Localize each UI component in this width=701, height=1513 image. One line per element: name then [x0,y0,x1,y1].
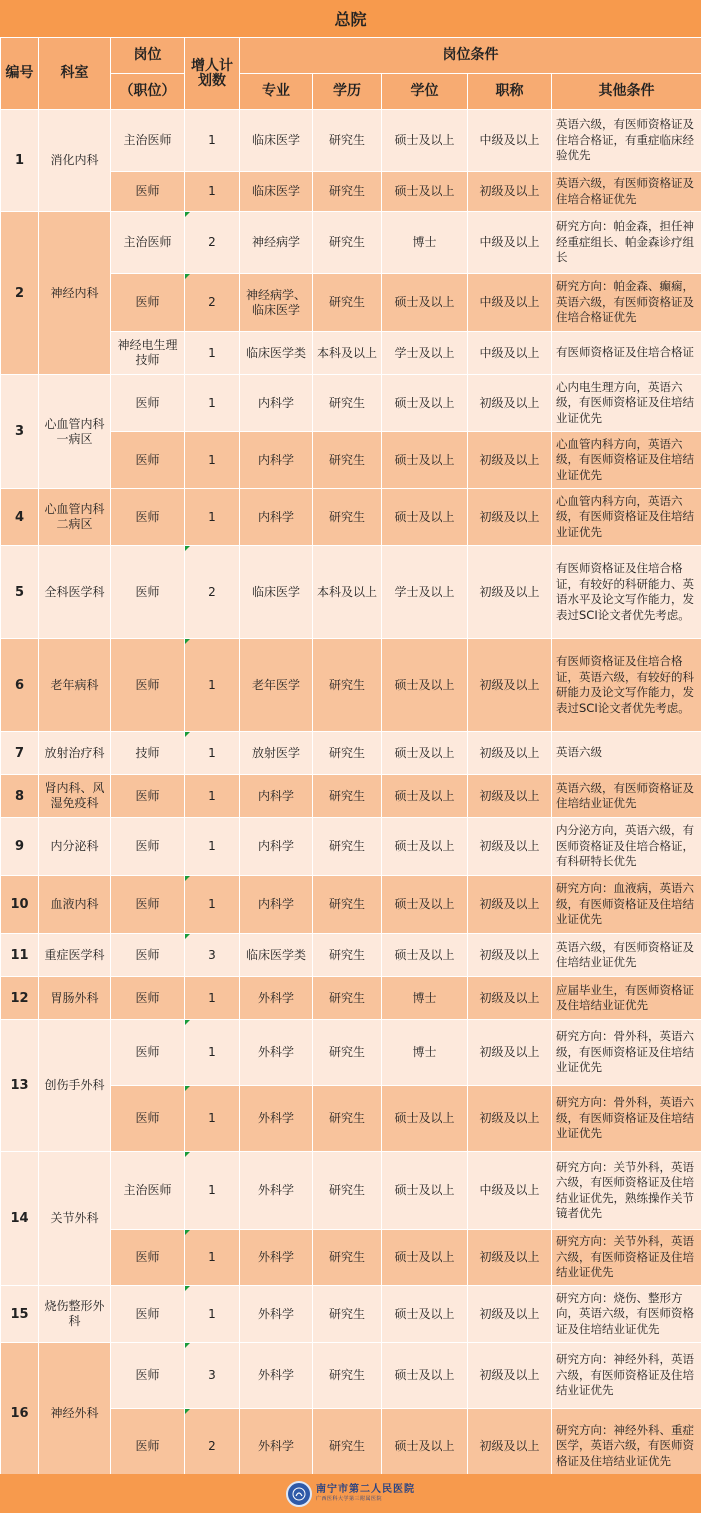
cell-post: 技师 [111,732,185,775]
cell-plan: 1 [185,1286,240,1343]
cell-post: 医师 [111,489,185,546]
cell-edu: 研究生 [313,375,382,432]
cell-post: 医师 [111,375,185,432]
cell-plan: 3 [185,934,240,977]
cell-other: 有医师资格证及住培合格证 [552,332,701,375]
table-row [1,546,701,639]
cell-rank: 初级及以上 [468,1409,552,1484]
cell-plan: 1 [185,1086,240,1152]
logo-sub-text: 广西医科大学第三附属医院 [316,1496,383,1502]
cell-edu: 研究生 [313,172,382,212]
cell-major: 内科学 [240,876,313,934]
cell-post: 医师 [111,1086,185,1152]
cell-rank: 中级及以上 [468,110,552,172]
table-row [1,375,701,432]
cell-post: 主治医师 [111,1152,185,1230]
cell-edu: 研究生 [313,432,382,489]
cell-degree: 硕士及以上 [382,489,468,546]
cell-major: 外科学 [240,977,313,1020]
cell-edu: 研究生 [313,110,382,172]
header-rank: 职称 [468,74,552,110]
header-plan: 增人计划数 [185,38,240,110]
header-edu: 学历 [313,74,382,110]
cell-other: 研究方向：帕金森，担任神经重症组长、帕金森诊疗组长 [552,212,701,274]
cell-plan: 1 [185,977,240,1020]
cell-dept: 肾内科、风湿免疫科 [39,775,111,818]
cell-major: 外科学 [240,1343,313,1409]
cell-edu: 研究生 [313,934,382,977]
cell-major: 外科学 [240,1152,313,1230]
cell-edu: 研究生 [313,1409,382,1484]
cell-plan: 1 [185,110,240,172]
cell-edu: 本科及以上 [313,546,382,639]
cell-edu: 研究生 [313,212,382,274]
cell-no: 2 [1,212,39,375]
cell-other: 有医师资格证及住培合格证，英语六级，有较好的科研能力及论文写作能力，发表过SCI论文者优先考虑。 [552,639,701,732]
cell-major: 临床医学类 [240,332,313,375]
cell-plan: 1 [185,375,240,432]
table-row [1,1152,701,1230]
hospital-emblem-icon [286,1481,312,1507]
cell-no: 4 [1,489,39,546]
cell-post: 医师 [111,977,185,1020]
cell-no: 13 [1,1020,39,1152]
cell-post: 医师 [111,1409,185,1484]
cell-rank: 初级及以上 [468,1086,552,1152]
table-row [1,876,701,934]
cell-edu: 研究生 [313,274,382,332]
cell-post: 医师 [111,432,185,489]
cell-no: 10 [1,876,39,934]
cell-post: 主治医师 [111,212,185,274]
table-row [1,110,701,172]
cell-other: 心血管内科方向，英语六级，有医师资格证及住培结业证优先 [552,489,701,546]
cell-other: 心内电生理方向，英语六级，有医师资格证及住培结业证优先 [552,375,701,432]
cell-degree: 硕士及以上 [382,639,468,732]
cell-dept: 重症医学科 [39,934,111,977]
cell-degree: 硕士及以上 [382,934,468,977]
cell-degree: 博士 [382,1020,468,1086]
cell-post: 医师 [111,876,185,934]
header-conditions: 岗位条件 [240,38,701,74]
cell-edu: 研究生 [313,1086,382,1152]
cell-degree: 博士 [382,212,468,274]
cell-rank: 初级及以上 [468,546,552,639]
table-row [1,977,701,1020]
cell-plan: 1 [185,432,240,489]
cell-other: 应届毕业生，有医师资格证及住培结业证优先 [552,977,701,1020]
table-row [1,732,701,775]
cell-other: 研究方向：神经外科、重症医学，英语六级，有医师资格证及住培结业证优先 [552,1409,701,1484]
cell-dept: 创伤手外科 [39,1020,111,1152]
cell-plan: 1 [185,732,240,775]
cell-plan: 1 [185,489,240,546]
cell-major: 神经病学、临床医学 [240,274,313,332]
cell-edu: 研究生 [313,1343,382,1409]
cell-degree: 学士及以上 [382,546,468,639]
cell-rank: 初级及以上 [468,775,552,818]
cell-post: 医师 [111,274,185,332]
cell-major: 老年医学 [240,639,313,732]
cell-edu: 研究生 [313,1286,382,1343]
cell-post: 神经电生理技师 [111,332,185,375]
cell-post: 医师 [111,1286,185,1343]
cell-plan: 2 [185,1409,240,1484]
cell-degree: 硕士及以上 [382,375,468,432]
cell-major: 临床医学 [240,172,313,212]
cell-plan: 1 [185,1152,240,1230]
cell-no: 11 [1,934,39,977]
cell-rank: 初级及以上 [468,1230,552,1286]
table-row [1,1020,701,1086]
cell-no: 7 [1,732,39,775]
cell-post: 医师 [111,1020,185,1086]
cell-edu: 研究生 [313,639,382,732]
cell-degree: 硕士及以上 [382,818,468,876]
cell-no: 16 [1,1343,39,1484]
recruitment-table [0,37,701,1484]
cell-rank: 初级及以上 [468,489,552,546]
cell-other: 研究方向：骨外科，英语六级，有医师资格证及住培结业证优先 [552,1020,701,1086]
cell-plan: 1 [185,1230,240,1286]
cell-other: 心血管内科方向，英语六级，有医师资格证及住培结业证优先 [552,432,701,489]
cell-no: 9 [1,818,39,876]
header-no: 编号 [1,38,39,110]
table-row [1,934,701,977]
cell-other: 英语六级，有医师资格证及住培结业证优先 [552,775,701,818]
footer [0,1474,701,1513]
header-post-sub: （职位） [111,74,185,110]
cell-rank: 中级及以上 [468,332,552,375]
cell-no: 3 [1,375,39,489]
header-degree: 学位 [382,74,468,110]
cell-plan: 1 [185,818,240,876]
cell-other: 英语六级，有医师资格证及住培结业证优先 [552,934,701,977]
cell-dept: 心血管内科一病区 [39,375,111,489]
cell-degree: 硕士及以上 [382,172,468,212]
cell-edu: 研究生 [313,489,382,546]
cell-rank: 初级及以上 [468,639,552,732]
cell-plan: 1 [185,639,240,732]
cell-edu: 研究生 [313,977,382,1020]
cell-plan: 2 [185,274,240,332]
cell-edu: 研究生 [313,818,382,876]
header-post: 岗位 [111,38,185,74]
cell-plan: 3 [185,1343,240,1409]
cell-degree: 硕士及以上 [382,775,468,818]
cell-other: 有医师资格证及住培合格证，有较好的科研能力、英语水平及论文写作能力，发表过SCI论文者优先考虑。 [552,546,701,639]
cell-plan: 1 [185,775,240,818]
cell-rank: 中级及以上 [468,274,552,332]
cell-degree: 硕士及以上 [382,110,468,172]
cell-other: 英语六级，有医师资格证及住培合格证优先 [552,172,701,212]
cell-plan: 1 [185,1020,240,1086]
cell-rank: 初级及以上 [468,818,552,876]
table-row [1,775,701,818]
cell-edu: 本科及以上 [313,332,382,375]
cell-no: 6 [1,639,39,732]
cell-degree: 硕士及以上 [382,432,468,489]
table-row [1,1343,701,1409]
cell-major: 内科学 [240,775,313,818]
cell-dept: 老年病科 [39,639,111,732]
cell-plan: 1 [185,332,240,375]
cell-other: 研究方向：帕金森、癫痫，英语六级，有医师资格证及住培合格证优先 [552,274,701,332]
cell-major: 内科学 [240,375,313,432]
header-major: 专业 [240,74,313,110]
cell-no: 8 [1,775,39,818]
cell-dept: 神经外科 [39,1343,111,1484]
cell-degree: 硕士及以上 [382,1086,468,1152]
cell-post: 医师 [111,818,185,876]
cell-no: 12 [1,977,39,1020]
cell-dept: 心血管内科二病区 [39,489,111,546]
cell-plan: 1 [185,876,240,934]
page-title: 总院 [0,0,701,38]
table-row [1,1286,701,1343]
cell-rank: 初级及以上 [468,732,552,775]
cell-rank: 初级及以上 [468,934,552,977]
cell-major: 临床医学 [240,546,313,639]
cell-other: 研究方向：关节外科，英语六级，有医师资格证及住培结业证优先，熟练操作关节镜者优先 [552,1152,701,1230]
cell-other: 研究方向：骨外科，英语六级，有医师资格证及住培结业证优先 [552,1086,701,1152]
cell-major: 外科学 [240,1230,313,1286]
header-dept: 科室 [39,38,111,110]
cell-major: 临床医学类 [240,934,313,977]
cell-major: 外科学 [240,1409,313,1484]
table-row [1,212,701,274]
cell-other: 研究方向：神经外科，英语六级，有医师资格证及住培结业证优先 [552,1343,701,1409]
cell-major: 内科学 [240,432,313,489]
cell-no: 5 [1,546,39,639]
cell-dept: 关节外科 [39,1152,111,1286]
cell-rank: 中级及以上 [468,1152,552,1230]
cell-plan: 2 [185,212,240,274]
cell-degree: 硕士及以上 [382,1152,468,1230]
table-body [1,110,701,1484]
cell-degree: 硕士及以上 [382,1343,468,1409]
cell-major: 神经病学 [240,212,313,274]
cell-edu: 研究生 [313,1152,382,1230]
cell-major: 内科学 [240,489,313,546]
cell-post: 医师 [111,546,185,639]
cell-major: 外科学 [240,1086,313,1152]
header-other: 其他条件 [552,74,701,110]
cell-major: 临床医学 [240,110,313,172]
table-row [1,818,701,876]
cell-rank: 初级及以上 [468,172,552,212]
cell-post: 医师 [111,1343,185,1409]
cell-edu: 研究生 [313,775,382,818]
cell-other: 内分泌方向，英语六级，有医师资格证及住培合格证，有科研特长优先 [552,818,701,876]
cell-rank: 初级及以上 [468,432,552,489]
hospital-logo [286,1481,415,1507]
cell-degree: 硕士及以上 [382,732,468,775]
cell-rank: 初级及以上 [468,1020,552,1086]
cell-degree: 硕士及以上 [382,1409,468,1484]
cell-edu: 研究生 [313,1020,382,1086]
cell-dept: 全科医学科 [39,546,111,639]
cell-edu: 研究生 [313,876,382,934]
cell-post: 主治医师 [111,110,185,172]
cell-rank: 初级及以上 [468,977,552,1020]
cell-dept: 神经内科 [39,212,111,375]
cell-no: 15 [1,1286,39,1343]
table-row [1,639,701,732]
cell-other: 英语六级，有医师资格证及住培合格证，有重症临床经验优先 [552,110,701,172]
cell-post: 医师 [111,1230,185,1286]
cell-rank: 初级及以上 [468,1286,552,1343]
cell-other: 研究方向：烧伤、整形方向，英语六级，有医师资格证及住培结业证优先 [552,1286,701,1343]
cell-dept: 内分泌科 [39,818,111,876]
cell-post: 医师 [111,639,185,732]
cell-dept: 烧伤整形外科 [39,1286,111,1343]
cell-dept: 胃肠外科 [39,977,111,1020]
cell-degree: 硕士及以上 [382,876,468,934]
cell-major: 外科学 [240,1020,313,1086]
cell-degree: 博士 [382,977,468,1020]
cell-edu: 研究生 [313,1230,382,1286]
cell-major: 外科学 [240,1286,313,1343]
cell-dept: 血液内科 [39,876,111,934]
cell-rank: 初级及以上 [468,876,552,934]
table-row [1,489,701,546]
cell-rank: 初级及以上 [468,1343,552,1409]
cell-dept: 放射治疗科 [39,732,111,775]
cell-post: 医师 [111,172,185,212]
cell-degree: 硕士及以上 [382,274,468,332]
cell-edu: 研究生 [313,732,382,775]
cell-degree: 硕士及以上 [382,1230,468,1286]
cell-degree: 硕士及以上 [382,1286,468,1343]
cell-dept: 消化内科 [39,110,111,212]
cell-major: 内科学 [240,818,313,876]
cell-no: 1 [1,110,39,212]
cell-post: 医师 [111,934,185,977]
cell-post: 医师 [111,775,185,818]
logo-main-text: 南宁市第二人民医院 [316,1484,415,1495]
cell-other: 研究方向：血液病，英语六级，有医师资格证及住培结业证优先 [552,876,701,934]
cell-no: 14 [1,1152,39,1286]
cell-other: 英语六级 [552,732,701,775]
cell-degree: 学士及以上 [382,332,468,375]
cell-plan: 2 [185,546,240,639]
cell-other: 研究方向：关节外科，英语六级，有医师资格证及住培结业证优先 [552,1230,701,1286]
cell-major: 放射医学 [240,732,313,775]
cell-rank: 中级及以上 [468,212,552,274]
cell-rank: 初级及以上 [468,375,552,432]
cell-plan: 1 [185,172,240,212]
